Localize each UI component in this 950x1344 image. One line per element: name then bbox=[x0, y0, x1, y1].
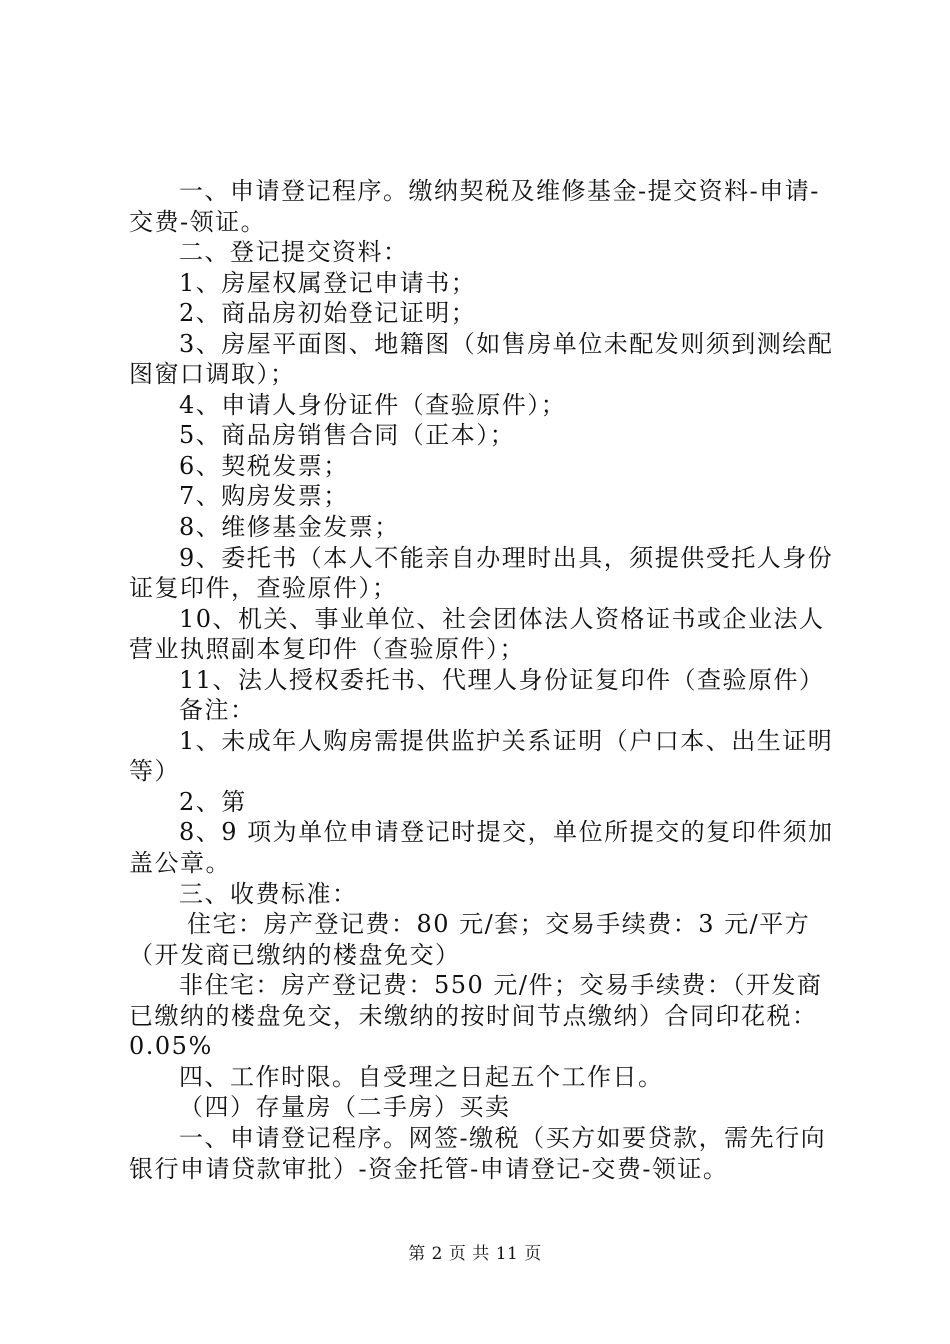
text-line: 等） bbox=[129, 757, 180, 786]
page-number-label: 第 2 页 共 11 页 bbox=[408, 1244, 542, 1264]
text-line: 一、申请登记程序。缴纳契税及维修基金-提交资料-申请- bbox=[179, 177, 820, 205]
text-line: 4、申请人身份证件（查验原件）； bbox=[179, 390, 567, 419]
text-line: 已缴纳的楼盘免交，未缴纳的按时间节点缴纳）合同印花税： bbox=[129, 1001, 818, 1030]
text-line: 11、法人授权委托书、代理人身份证复印件（查验原件） bbox=[179, 665, 825, 694]
text-line: 1、房屋权属登记申请书； bbox=[179, 268, 477, 297]
text-line: 3、房屋平面图、地籍图（如售房单位未配发则须到测绘配 bbox=[179, 329, 834, 358]
text-line: 一、申请登记程序。网签-缴税（买方如要贷款，需先行向 bbox=[179, 1123, 827, 1152]
document-body bbox=[129, 176, 833, 1184]
text-line: 1、未成年人购房需提供监护关系证明（户口本、出生证明 bbox=[179, 726, 834, 755]
page-footer bbox=[0, 1243, 950, 1265]
text-line: 8、维修基金发票； bbox=[179, 513, 400, 542]
text-line: 营业执照副本复印件（查验原件）； bbox=[129, 635, 525, 664]
text-line: 非住宅：房产登记费：550 元/件；交易手续费：（开发商 bbox=[179, 971, 823, 1000]
text-line: （开发商已缴纳的楼盘免交） bbox=[129, 940, 461, 969]
text-line: 银行申请贷款审批）-资金托管-申请登记-交费-领证。 bbox=[129, 1154, 729, 1183]
text-line: 备注： bbox=[179, 696, 256, 725]
text-line: 三、收费标准： bbox=[179, 879, 358, 908]
text-line: 2、第 bbox=[179, 787, 247, 816]
text-line: 10、机关、事业单位、社会团体法人资格证书或企业法人 bbox=[179, 604, 825, 633]
text-line: 证复印件，查验原件）； bbox=[129, 574, 398, 603]
text-line: （四）存量房（二手房）买卖 bbox=[179, 1093, 511, 1122]
text-line: 图窗口调取）； bbox=[129, 360, 296, 389]
text-line: 0.05% bbox=[129, 1032, 213, 1061]
text-line: 二、登记提交资料： bbox=[179, 238, 409, 267]
text-line: 5、商品房销售合同（正本）； bbox=[179, 421, 516, 450]
text-line: 盖公章。 bbox=[129, 849, 231, 878]
text-line: 9、委托书（本人不能亲自办理时出具，须提供受托人身份 bbox=[179, 543, 834, 572]
text-line: 8、9 项为单位申请登记时提交，单位所提交的复印件须加 bbox=[179, 818, 834, 847]
text-line: 交费-领证。 bbox=[129, 207, 267, 236]
text-line: 住宅：房产登记费：80 元/套；交易手续费：3 元/平方 bbox=[187, 910, 811, 939]
text-line: 四、工作时限。自受理之日起五个工作日。 bbox=[179, 1062, 664, 1091]
text-line: 7、购房发票； bbox=[179, 482, 349, 511]
text-line: 6、契税发票； bbox=[179, 451, 349, 480]
text-line: 2、商品房初始登记证明； bbox=[179, 299, 477, 328]
